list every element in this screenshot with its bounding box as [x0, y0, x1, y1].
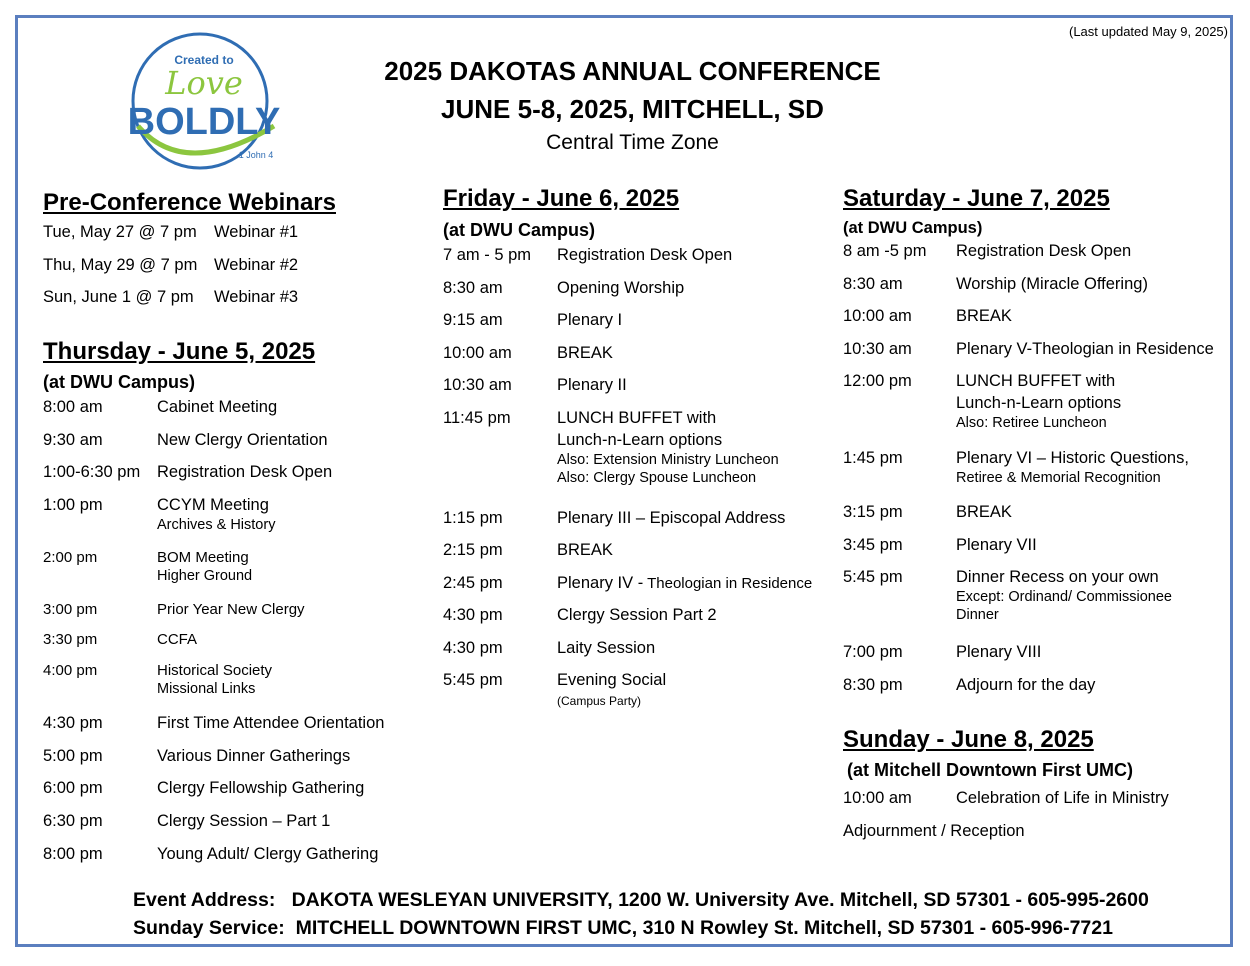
row-time: 8:30 am	[843, 275, 903, 293]
row-event: First Time Attendee Orientation	[157, 714, 385, 732]
row-event: Laity Session	[557, 639, 656, 657]
row-event: Prior Year New Clergy	[157, 601, 305, 618]
row-note: Archives & History	[157, 517, 276, 533]
friday-location: (at DWU Campus)	[443, 220, 595, 240]
last-updated: (Last updated May 9, 2025)	[1069, 24, 1228, 39]
logo-verse: 1 John 4	[238, 150, 274, 160]
webinar-name: Webinar #1	[214, 223, 299, 241]
row-event: BREAK	[557, 344, 613, 362]
logo-line1: Created to	[174, 53, 234, 67]
title-line-2: JUNE 5-8, 2025, MITCHELL, SD	[441, 94, 824, 124]
row-event: Clergy Session – Part 1	[157, 812, 331, 830]
row-time: 4:30 pm	[443, 606, 503, 624]
sunday-service-address	[133, 917, 1113, 940]
conference-logo	[124, 30, 284, 172]
row-event	[157, 549, 252, 584]
row-event: Registration Desk Open	[157, 463, 333, 481]
row-time: 11:45 pm	[443, 409, 511, 427]
event-address	[133, 889, 1149, 912]
row-time: 1:00 pm	[43, 496, 103, 514]
row-event: BREAK	[557, 541, 613, 559]
row-event: Plenary II	[557, 376, 627, 394]
sunday-heading: Sunday - June 8, 2025	[843, 726, 1094, 753]
row-time: 8:30 am	[443, 279, 503, 297]
row-event: Cabinet Meeting	[157, 398, 278, 416]
row-event: Plenary V-Theologian in Residence	[956, 340, 1214, 358]
row-event: Worship (Miracle Offering)	[956, 275, 1148, 293]
row-time: 1:00-6:30 pm	[43, 463, 141, 481]
webinar-name: Webinar #3	[214, 288, 299, 306]
row-event-text: LUNCH BUFFET with	[557, 409, 717, 427]
row-time: 9:15 am	[443, 311, 503, 329]
event-address-label: Event Address:	[133, 889, 276, 911]
row-note: Retiree & Memorial Recognition	[956, 470, 1161, 486]
row-time: 9:30 am	[43, 431, 103, 449]
row-time: 7:00 pm	[843, 643, 903, 661]
event-address-value: DAKOTA WESLEYAN UNIVERSITY, 1200 W. University Ave. Mitchell, SD 57301 - 605-995-2600	[291, 889, 1149, 911]
row-time: 1:45 pm	[843, 449, 903, 467]
row-event	[557, 671, 666, 708]
row-event-line2: Lunch-n-Learn options	[557, 431, 723, 449]
saturday-location: (at DWU Campus)	[843, 219, 983, 237]
row-time: 2:00 pm	[43, 549, 98, 566]
row-time: 6:30 pm	[43, 812, 103, 830]
row-note: Dinner	[956, 607, 999, 623]
thursday-heading: Thursday - June 5, 2025	[43, 338, 316, 365]
row-time: 10:00 am	[443, 344, 512, 362]
row-event-text: Plenary VI – Historic Questions,	[956, 449, 1189, 467]
row-note: Higher Ground	[157, 568, 253, 584]
row-time: 10:30 am	[443, 376, 512, 394]
row-note: Except: Ordinand/ Commissionee	[956, 589, 1172, 605]
sunday-location: (at Mitchell Downtown First UMC)	[847, 760, 1133, 780]
row-event: Registration Desk Open	[956, 242, 1132, 260]
row-event: Plenary VII	[956, 536, 1037, 554]
row-note: Also: Clergy Spouse Luncheon	[557, 470, 757, 486]
row-event	[557, 409, 779, 486]
row-time: 3:00 pm	[43, 601, 98, 618]
row-time: 3:45 pm	[843, 536, 903, 554]
row-event: New Clergy Orientation	[157, 431, 328, 449]
friday-heading: Friday - June 6, 2025	[443, 185, 680, 212]
row-event	[956, 568, 1172, 623]
row-time: 5:45 pm	[443, 671, 503, 689]
row-event: Clergy Session Part 2	[557, 606, 717, 624]
row-time: 5:00 pm	[43, 747, 103, 765]
row-event	[157, 662, 272, 697]
row-time: 1:15 pm	[443, 509, 503, 527]
row-event-text: LUNCH BUFFET with	[956, 372, 1116, 390]
row-event: Various Dinner Gatherings	[157, 747, 351, 765]
row-time: 2:15 pm	[443, 541, 503, 559]
webinar-time: Tue, May 27 @ 7 pm	[43, 223, 197, 241]
sunday-service-label: Sunday Service:	[133, 917, 285, 939]
row-event-text: Evening Social	[557, 671, 667, 689]
row-time: 10:30 am	[843, 340, 912, 358]
row-time: 3:15 pm	[843, 503, 903, 521]
row-event: Opening Worship	[557, 279, 685, 297]
row-time: 8:00 pm	[43, 845, 103, 863]
row-time: 8 am -5 pm	[843, 242, 927, 260]
row-time: 3:30 pm	[43, 631, 98, 648]
row-time: 10:00 am	[843, 307, 912, 325]
row-time: 4:00 pm	[43, 662, 98, 679]
title-line-1: 2025 DAKOTAS ANNUAL CONFERENCE	[384, 56, 881, 86]
row-time: 7 am - 5 pm	[443, 246, 532, 264]
row-event-text: Historical Society	[157, 662, 273, 679]
row-time: 12:00 pm	[843, 372, 912, 390]
row-event	[557, 574, 812, 593]
row-time: 5:45 pm	[843, 568, 903, 586]
row-note: Also: Retiree Luncheon	[956, 415, 1107, 431]
logo-line2: Love	[165, 64, 243, 102]
row-event: BREAK	[956, 307, 1012, 325]
row-event	[956, 449, 1189, 486]
row-note: (Campus Party)	[557, 694, 642, 708]
row-event: Clergy Fellowship Gathering	[157, 779, 365, 797]
row-time: 6:00 pm	[43, 779, 103, 797]
row-time: 8:30 pm	[843, 676, 903, 694]
row-note: Also: Extension Ministry Luncheon	[557, 452, 779, 468]
row-event: Plenary I	[557, 311, 623, 329]
webinar-name: Webinar #2	[214, 256, 299, 274]
row-event	[157, 496, 275, 533]
row-event-text: CCYM Meeting	[157, 496, 269, 514]
sunday-service-value: MITCHELL DOWNTOWN FIRST UMC, 310 N Rowley St. Mitchell, SD 57301 - 605-996-7721	[295, 917, 1113, 939]
logo-line3: BOLDLY	[127, 101, 281, 143]
row-note: Missional Links	[157, 681, 256, 697]
row-event: Adjourn for the day	[956, 676, 1096, 694]
row-event: Plenary III – Episcopal Address	[557, 509, 786, 527]
row-time: 2:45 pm	[443, 574, 503, 592]
webinar-time: Thu, May 29 @ 7 pm	[43, 256, 198, 274]
row-event: Plenary VIII	[956, 643, 1042, 661]
sunday-closing: Adjournment / Reception	[843, 822, 1025, 840]
row-time: 8:00 am	[43, 398, 103, 416]
pre-conference-heading: Pre-Conference Webinars	[43, 189, 336, 216]
time-zone: Central Time Zone	[546, 131, 719, 154]
row-event: Celebration of Life in Ministry	[956, 789, 1169, 807]
row-event: BREAK	[956, 503, 1012, 521]
row-event: Registration Desk Open	[557, 246, 733, 264]
row-event	[956, 372, 1121, 431]
row-inline-note: Theologian in Residence	[643, 575, 813, 592]
row-event-line2: Lunch-n-Learn options	[956, 394, 1122, 412]
thursday-location: (at DWU Campus)	[43, 372, 195, 392]
row-event-text: BOM Meeting	[157, 549, 249, 566]
saturday-heading: Saturday - June 7, 2025	[843, 185, 1110, 212]
row-time: 4:30 pm	[43, 714, 103, 732]
row-event: CCFA	[157, 631, 198, 648]
row-event-text: Plenary IV -	[557, 574, 644, 592]
webinar-time: Sun, June 1 @ 7 pm	[43, 288, 194, 306]
row-event: Young Adult/ Clergy Gathering	[157, 845, 379, 863]
row-event-text: Dinner Recess on your own	[956, 568, 1159, 586]
row-time: 4:30 pm	[443, 639, 503, 657]
row-time: 10:00 am	[843, 789, 912, 807]
